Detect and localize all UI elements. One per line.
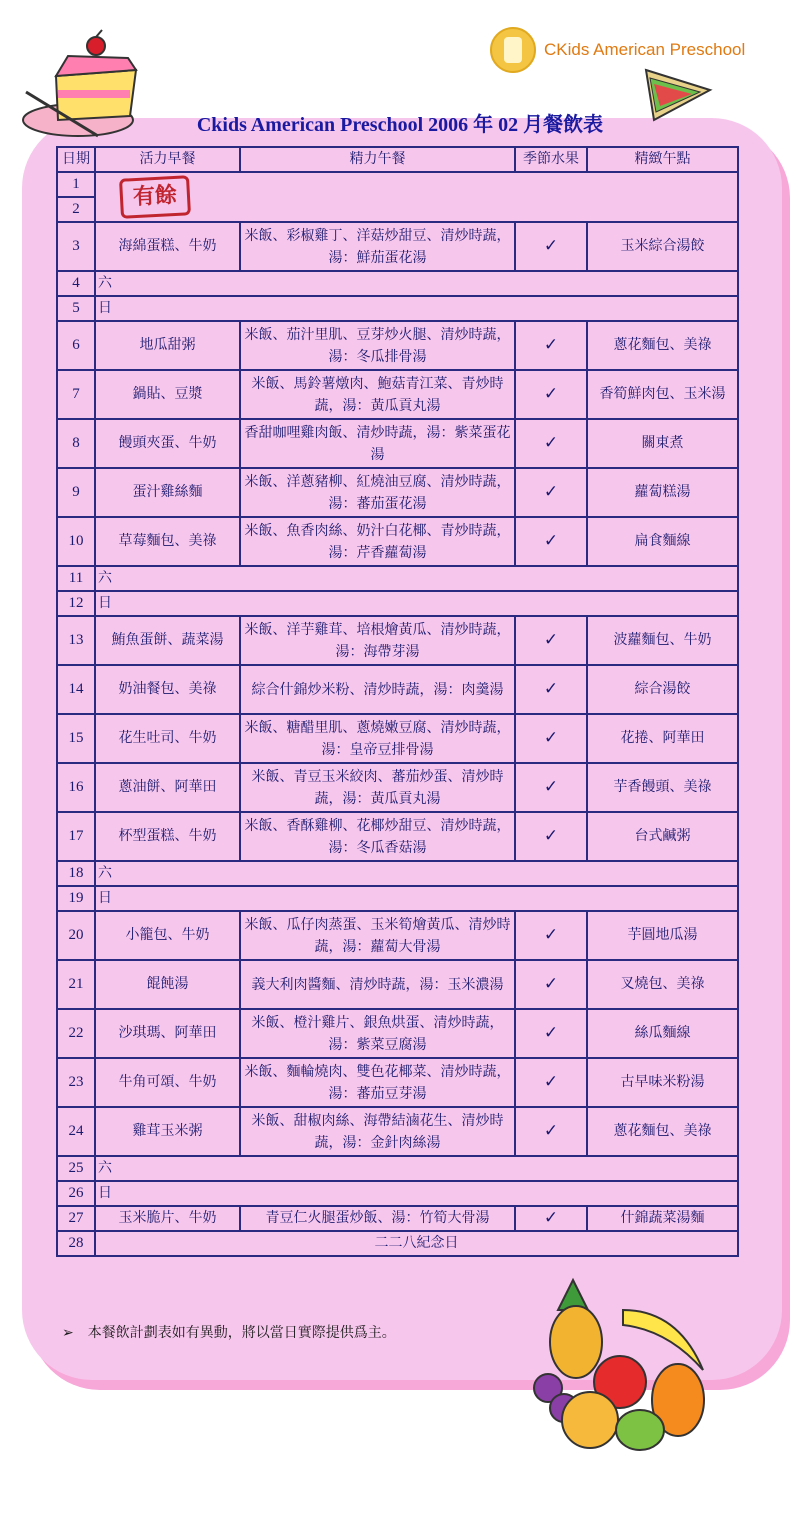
snack-cell: 關東煮 (587, 419, 738, 468)
weekend-note: 六 (95, 861, 738, 886)
fruit-check-cell: ✓ (515, 321, 587, 370)
breakfast-cell: 鍋貼、豆漿 (95, 370, 240, 419)
lunch-cell: 米飯、橙汁雞片、銀魚烘蛋、清炒時蔬，湯：紫菜豆腐湯 (240, 1009, 515, 1058)
fruit-check-cell: ✓ (515, 222, 587, 271)
snack-cell: 台式鹹粥 (587, 812, 738, 861)
meal-row (57, 419, 738, 468)
weekend-note: 六 (95, 566, 738, 591)
date-cell: 8 (57, 419, 95, 468)
lunch-cell: 米飯、香酥雞柳、花椰炒甜豆、清炒時蔬，湯：冬瓜香菇湯 (240, 812, 515, 861)
fruit-check-cell: ✓ (515, 812, 587, 861)
breakfast-cell: 饅頭夾蛋、牛奶 (95, 419, 240, 468)
breakfast-cell: 雞茸玉米粥 (95, 1107, 240, 1156)
weekend-note: 六 (95, 1156, 738, 1181)
meal-row (57, 960, 738, 1009)
weekend-row (57, 1156, 738, 1181)
date-cell: 15 (57, 714, 95, 763)
logo-emblem-icon (490, 27, 536, 73)
meal-row (57, 665, 738, 714)
breakfast-cell: 小籠包、牛奶 (95, 911, 240, 960)
date-cell: 23 (57, 1058, 95, 1107)
date-cell: 9 (57, 468, 95, 517)
snack-cell: 蔥花麵包、美祿 (587, 1107, 738, 1156)
fruit-check-cell: ✓ (515, 960, 587, 1009)
meal-row (57, 517, 738, 566)
lunch-cell: 米飯、洋芋雞茸、培根燴黃瓜、清炒時蔬，湯：海帶芽湯 (240, 616, 515, 665)
breakfast-cell: 玉米脆片、牛奶 (95, 1206, 240, 1231)
fruit-check-cell: ✓ (515, 1009, 587, 1058)
date-cell: 12 (57, 591, 95, 616)
fruit-check-cell: ✓ (515, 517, 587, 566)
meal-row (57, 763, 738, 812)
fruit-check-cell: ✓ (515, 616, 587, 665)
breakfast-cell: 蔥油餅、阿華田 (95, 763, 240, 812)
snack-cell: 綜合湯餃 (587, 665, 738, 714)
date-cell: 10 (57, 517, 95, 566)
bullet-arrow-icon: ➢ (62, 1325, 74, 1341)
snack-cell: 叉燒包、美祿 (587, 960, 738, 1009)
stamp-seal: 有餘 (119, 175, 191, 219)
lunch-cell: 米飯、馬鈴薯燉肉、鮑菇青江菜、青炒時蔬，湯：黃瓜貢丸湯 (240, 370, 515, 419)
lunch-cell: 義大利肉醬麵、清炒時蔬，湯：玉米濃湯 (240, 960, 515, 1009)
meal-row (57, 321, 738, 370)
meal-row (57, 812, 738, 861)
snack-cell: 什錦蔬菜湯麵 (587, 1206, 738, 1231)
breakfast-cell: 蛋汁雞絲麵 (95, 468, 240, 517)
lunch-cell: 米飯、瓜仔肉蒸蛋、玉米筍燴黃瓜、清炒時蔬，湯：蘿蔔大骨湯 (240, 911, 515, 960)
breakfast-cell: 地瓜甜粥 (95, 321, 240, 370)
snack-cell: 香筍鮮肉包、玉米湯 (587, 370, 738, 419)
fruit-check-cell: ✓ (515, 1058, 587, 1107)
meal-row (57, 911, 738, 960)
table-row (57, 172, 738, 197)
meal-row (57, 1009, 738, 1058)
fruit-check-cell: ✓ (515, 911, 587, 960)
date-cell: 28 (57, 1231, 95, 1256)
meal-row (57, 468, 738, 517)
snack-cell: 古早味米粉湯 (587, 1058, 738, 1107)
date-cell: 27 (57, 1206, 95, 1231)
weekend-row (57, 296, 738, 321)
weekend-row (57, 591, 738, 616)
date-cell: 11 (57, 566, 95, 591)
lunch-cell: 香甜咖哩雞肉飯、清炒時蔬，湯：紫菜蛋花湯 (240, 419, 515, 468)
meal-row (57, 714, 738, 763)
lunch-cell: 米飯、彩椒雞丁、洋菇炒甜豆、清炒時蔬，湯：鮮茄蛋花湯 (240, 222, 515, 271)
lunch-cell: 米飯、洋蔥豬柳、紅燒油豆腐、清炒時蔬，湯：蕃茄蛋花湯 (240, 468, 515, 517)
breakfast-cell: 杯型蛋糕、牛奶 (95, 812, 240, 861)
fruit-check-cell: ✓ (515, 419, 587, 468)
weekend-note: 日 (95, 886, 738, 911)
meal-row (57, 222, 738, 271)
date-cell: 20 (57, 911, 95, 960)
header-lunch: 精力午餐 (240, 147, 515, 172)
meal-table (56, 146, 739, 1257)
snack-cell: 芋圓地瓜湯 (587, 911, 738, 960)
lunch-cell: 米飯、魚香肉絲、奶汁白花椰、青炒時蔬，湯：芹香蘿蔔湯 (240, 517, 515, 566)
weekend-note: 六 (95, 271, 738, 296)
footnote (62, 1322, 396, 1342)
holiday-label: 二二八紀念日 (95, 1231, 738, 1256)
logo-text: CKids American Preschool (544, 40, 746, 59)
fruit-check-cell: ✓ (515, 1107, 587, 1156)
date-cell: 16 (57, 763, 95, 812)
meal-row (57, 1107, 738, 1156)
snack-cell: 絲瓜麵線 (587, 1009, 738, 1058)
table-header-row (57, 147, 738, 172)
school-logo (490, 26, 745, 74)
date-cell: 13 (57, 616, 95, 665)
breakfast-cell: 沙琪瑪、阿華田 (95, 1009, 240, 1058)
fruit-check-cell: ✓ (515, 468, 587, 517)
breakfast-cell: 牛角可頌、牛奶 (95, 1058, 240, 1107)
fruit-check-cell: ✓ (515, 763, 587, 812)
date-cell: 24 (57, 1107, 95, 1156)
snack-cell: 蘿蔔糕湯 (587, 468, 738, 517)
header-fruit: 季節水果 (515, 147, 587, 172)
meal-row (57, 1058, 738, 1107)
date-cell: 26 (57, 1181, 95, 1206)
breakfast-cell: 草莓麵包、美祿 (95, 517, 240, 566)
lunch-cell: 青豆仁火腿蛋炒飯、湯：竹筍大骨湯 (240, 1206, 515, 1231)
fruit-basket-illustration (528, 1270, 718, 1470)
date-cell: 2 (57, 197, 95, 222)
date-cell: 7 (57, 370, 95, 419)
date-cell: 17 (57, 812, 95, 861)
header-date: 日期 (57, 147, 95, 172)
meal-row (57, 616, 738, 665)
table-body (57, 172, 738, 1256)
date-cell: 6 (57, 321, 95, 370)
weekend-row (57, 566, 738, 591)
page-title: Ckids American Preschool 2006 年 02 月餐飲表 (196, 114, 604, 136)
snack-cell: 扁食麵線 (587, 517, 738, 566)
meal-row (57, 370, 738, 419)
breakfast-cell: 花生吐司、牛奶 (95, 714, 240, 763)
date-cell: 18 (57, 861, 95, 886)
breakfast-cell: 餛飩湯 (95, 960, 240, 1009)
fruit-check-cell: ✓ (515, 714, 587, 763)
lunch-cell: 米飯、糖醋里肌、蔥燒嫩豆腐、清炒時蔬，湯：皇帝豆排骨湯 (240, 714, 515, 763)
footnote-text: 本餐飲計劃表如有異動，將以當日實際提供爲主。 (87, 1325, 396, 1341)
breakfast-cell: 奶油餐包、美祿 (95, 665, 240, 714)
snack-cell: 玉米綜合湯餃 (587, 222, 738, 271)
date-cell: 3 (57, 222, 95, 271)
lunch-cell: 米飯、麵輪燒肉、雙色花椰菜、清炒時蔬，湯：蕃茄豆芽湯 (240, 1058, 515, 1107)
weekend-note: 日 (95, 1181, 738, 1206)
lunch-cell: 綜合什錦炒米粉、清炒時蔬，湯：肉羹湯 (240, 665, 515, 714)
weekend-row (57, 861, 738, 886)
weekend-row (57, 886, 738, 911)
snack-cell: 花捲、阿華田 (587, 714, 738, 763)
breakfast-cell: 海綿蛋糕、牛奶 (95, 222, 240, 271)
weekend-note: 日 (95, 296, 738, 321)
date-cell: 5 (57, 296, 95, 321)
meal-row (57, 1206, 738, 1231)
breakfast-cell: 鮪魚蛋餅、蔬菜湯 (95, 616, 240, 665)
weekend-row (57, 271, 738, 296)
snack-cell: 芋香饅頭、美祿 (587, 763, 738, 812)
snack-cell: 波蘿麵包、牛奶 (587, 616, 738, 665)
holiday-row (57, 1231, 738, 1256)
fruit-check-cell: ✓ (515, 370, 587, 419)
fruit-check-cell: ✓ (515, 665, 587, 714)
holiday-stamp-cell (95, 172, 738, 222)
header-snack: 精緻午點 (587, 147, 738, 172)
date-cell: 1 (57, 172, 95, 197)
fruit-check-cell: ✓ (515, 1206, 587, 1231)
date-cell: 19 (57, 886, 95, 911)
date-cell: 4 (57, 271, 95, 296)
weekend-note: 日 (95, 591, 738, 616)
header-breakfast: 活力早餐 (95, 147, 240, 172)
date-cell: 22 (57, 1009, 95, 1058)
snack-cell: 蔥花麵包、美祿 (587, 321, 738, 370)
lunch-cell: 米飯、甜椒肉絲、海帶結滷花生、清炒時蔬，湯：金針肉絲湯 (240, 1107, 515, 1156)
lunch-cell: 米飯、青豆玉米絞肉、蕃茄炒蛋、清炒時蔬，湯：黃瓜貢丸湯 (240, 763, 515, 812)
date-cell: 14 (57, 665, 95, 714)
weekend-row (57, 1181, 738, 1206)
date-cell: 25 (57, 1156, 95, 1181)
lunch-cell: 米飯、茄汁里肌、豆芽炒火腿、清炒時蔬，湯：冬瓜排骨湯 (240, 321, 515, 370)
date-cell: 21 (57, 960, 95, 1009)
